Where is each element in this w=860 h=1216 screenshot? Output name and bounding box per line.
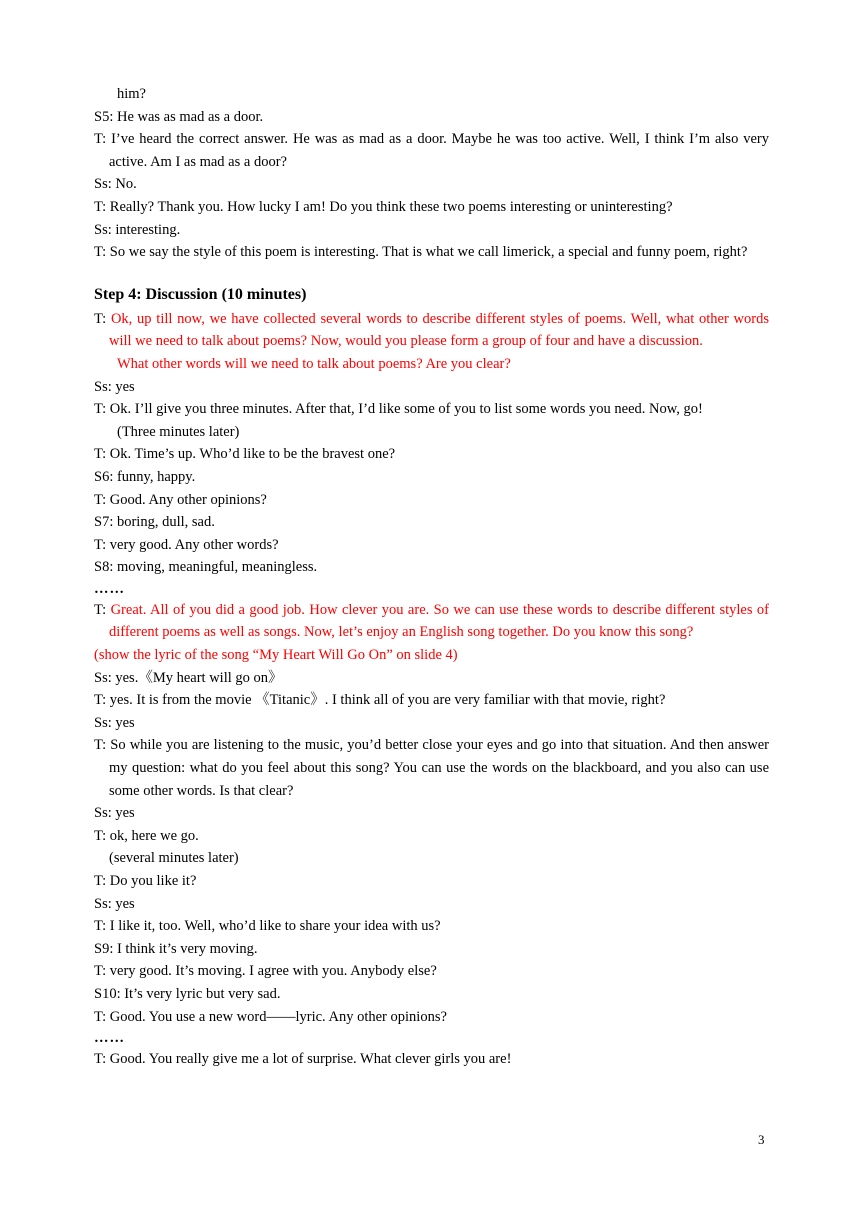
speaker-label: T: <box>94 131 112 148</box>
line-text: yes. It is from the movie 《Titanic》. I think all of you are very familiar with that movie, right? <box>109 692 666 709</box>
line-text: funny, happy. <box>116 468 196 485</box>
line-text: I think it’s very moving. <box>116 940 258 957</box>
speaker-label: T: <box>94 491 110 508</box>
dialogue-line <box>94 667 769 690</box>
dialogue-line <box>94 308 769 353</box>
line-text: It’s very lyric but very sad. <box>124 985 281 1002</box>
dialogue-line <box>94 466 769 489</box>
section-spacer <box>94 264 769 278</box>
line-text: (several minutes later) <box>109 850 239 867</box>
dialogue-line <box>94 938 769 961</box>
dialogue-line <box>94 960 769 983</box>
speaker-label: Ss: <box>94 378 116 395</box>
line-text: yes <box>115 714 135 731</box>
dialogue-line <box>94 376 769 399</box>
line-text: Really? Thank you. How lucky I am! Do you think these two poems interesting or uninteresting? <box>109 198 673 215</box>
line-text: No. <box>115 176 137 193</box>
dialogue-line <box>94 915 769 938</box>
line-text: interesting. <box>115 221 181 238</box>
page-number: 3 <box>758 1132 765 1147</box>
speaker-label: T: <box>94 827 110 844</box>
speaker-label: T: <box>94 536 110 553</box>
line-text: Do you like it? <box>109 873 197 889</box>
speaker-label: Ss: <box>94 221 116 238</box>
speaker-label: S8: <box>94 559 117 576</box>
line-text: very good. Any other words? <box>109 536 279 553</box>
dialogue-line <box>94 219 769 242</box>
line-text: So while you are listening to the music, you’d better close your eyes and go into that situation. And then answer my question: what do you feel about this song? You can use the words on the blackboard, and you also can use some other words. Is that clear? <box>109 737 770 799</box>
dialogue-line <box>94 1006 769 1029</box>
speaker-label: T: <box>94 446 110 463</box>
line-text: Good. You use a new word——lyric. Any other opinions? <box>109 1008 447 1025</box>
ellipsis-line: …… <box>94 580 125 597</box>
speaker-label: T: <box>94 873 110 889</box>
speaker-label: T: <box>94 401 110 418</box>
dialogue-line <box>94 599 769 644</box>
dialogue-line <box>94 196 769 219</box>
line-text: He was as mad as a door. <box>116 108 264 125</box>
speaker-label: Ss: <box>94 669 116 686</box>
line-text: Ok. I’ll give you three minutes. After that, I’d like some of you to list some words you need. Now, go! <box>109 401 703 418</box>
dialogue-line <box>94 802 769 825</box>
speaker-label: T: <box>94 1008 110 1025</box>
line-text: yes <box>115 805 135 822</box>
highlighted-line <box>94 353 769 376</box>
dialogue-line <box>94 983 769 1006</box>
dialogue-line <box>94 173 769 196</box>
highlighted-line <box>94 644 769 667</box>
speaker-label: S9: <box>94 940 117 957</box>
speaker-label: Ss: <box>94 805 116 822</box>
line-text: I like it, too. Well, who’d like to share your idea with us? <box>109 918 441 935</box>
dialogue-line <box>94 534 769 557</box>
line-text: yes.《My heart will go on》 <box>115 669 283 686</box>
dialogue-line <box>94 825 769 848</box>
dialogue-line <box>94 556 769 579</box>
speaker-label: T: <box>94 963 110 980</box>
dialogue-line <box>94 1048 769 1071</box>
line-text: yes <box>115 378 135 395</box>
dialogue-line <box>94 489 769 512</box>
highlighted-text: Ok, up till now, we have collected several words to describe different styles of poems. Well, what other words will we need to talk about poems? Now, would you please form a group of four and have a discussion. <box>109 310 769 350</box>
speaker-label: S6: <box>94 468 117 485</box>
line-text: I’ve heard the correct answer. He was as mad as a door. Maybe he was too active. Well, I think I’m also very active. Am I as mad as a door? <box>109 131 769 170</box>
dialogue-line <box>94 398 769 421</box>
dialogue-line <box>94 128 769 173</box>
speaker-label: Ss: <box>94 895 116 912</box>
speaker-label: T: <box>94 310 111 327</box>
stage-direction <box>94 847 769 870</box>
dialogue-line <box>94 106 769 129</box>
line-text: (Three minutes later) <box>117 423 240 440</box>
line-text: yes <box>115 895 135 912</box>
line-text: So we say the style of this poem is interesting. That is what we call limerick, a special and funny poem, right? <box>109 244 748 261</box>
dialogue-line <box>94 893 769 916</box>
speaker-label: T: <box>94 737 111 754</box>
dialogue-line <box>94 712 769 735</box>
stage-direction <box>94 421 769 444</box>
speaker-label: S5: <box>94 108 117 125</box>
dialogue-line <box>94 241 769 264</box>
line-text: very good. It’s moving. I agree with you. Anybody else? <box>109 963 437 980</box>
line-text: What other words will we need to talk about poems? Are you clear? <box>117 355 511 372</box>
highlighted-text: Great. All of you did a good job. How clever you are. So we can use these words to describe different styles of different poems as well as songs. Now, let’s enjoy an English song together. Do you know this song? <box>109 601 769 641</box>
speaker-label: Ss: <box>94 176 116 193</box>
line-text: ok, here we go. <box>109 827 199 844</box>
section-heading: Step 4: Discussion (10 minutes) <box>94 285 307 303</box>
speaker-label: T: <box>94 244 110 261</box>
speaker-label: Ss: <box>94 714 116 731</box>
line-text: boring, dull, sad. <box>116 514 215 531</box>
dialogue-line <box>94 443 769 466</box>
line-text: (show the lyric of the song “My Heart Will Go On” on slide 4) <box>94 647 458 664</box>
dialogue-line <box>94 83 769 106</box>
ellipsis-line: …… <box>94 1030 125 1047</box>
speaker-label: T: <box>94 1051 110 1068</box>
document-page <box>94 83 769 1071</box>
speaker-label: T: <box>94 918 110 935</box>
line-text: moving, meaningful, meaningless. <box>116 559 318 576</box>
speaker-label: T: <box>94 601 111 618</box>
speaker-label: S10: <box>94 985 125 1002</box>
dialogue-line <box>94 734 769 802</box>
line-text: him? <box>117 86 146 102</box>
dialogue-line <box>94 511 769 534</box>
line-text: Good. Any other opinions? <box>109 491 267 508</box>
line-text: Ok. Time’s up. Who’d like to be the bravest one? <box>109 446 396 463</box>
line-text: Good. You really give me a lot of surprise. What clever girls you are! <box>109 1051 512 1068</box>
speaker-label: T: <box>94 198 110 215</box>
speaker-label: S7: <box>94 514 117 531</box>
dialogue-line <box>94 870 769 893</box>
dialogue-line <box>94 689 769 712</box>
speaker-label: T: <box>94 692 110 709</box>
